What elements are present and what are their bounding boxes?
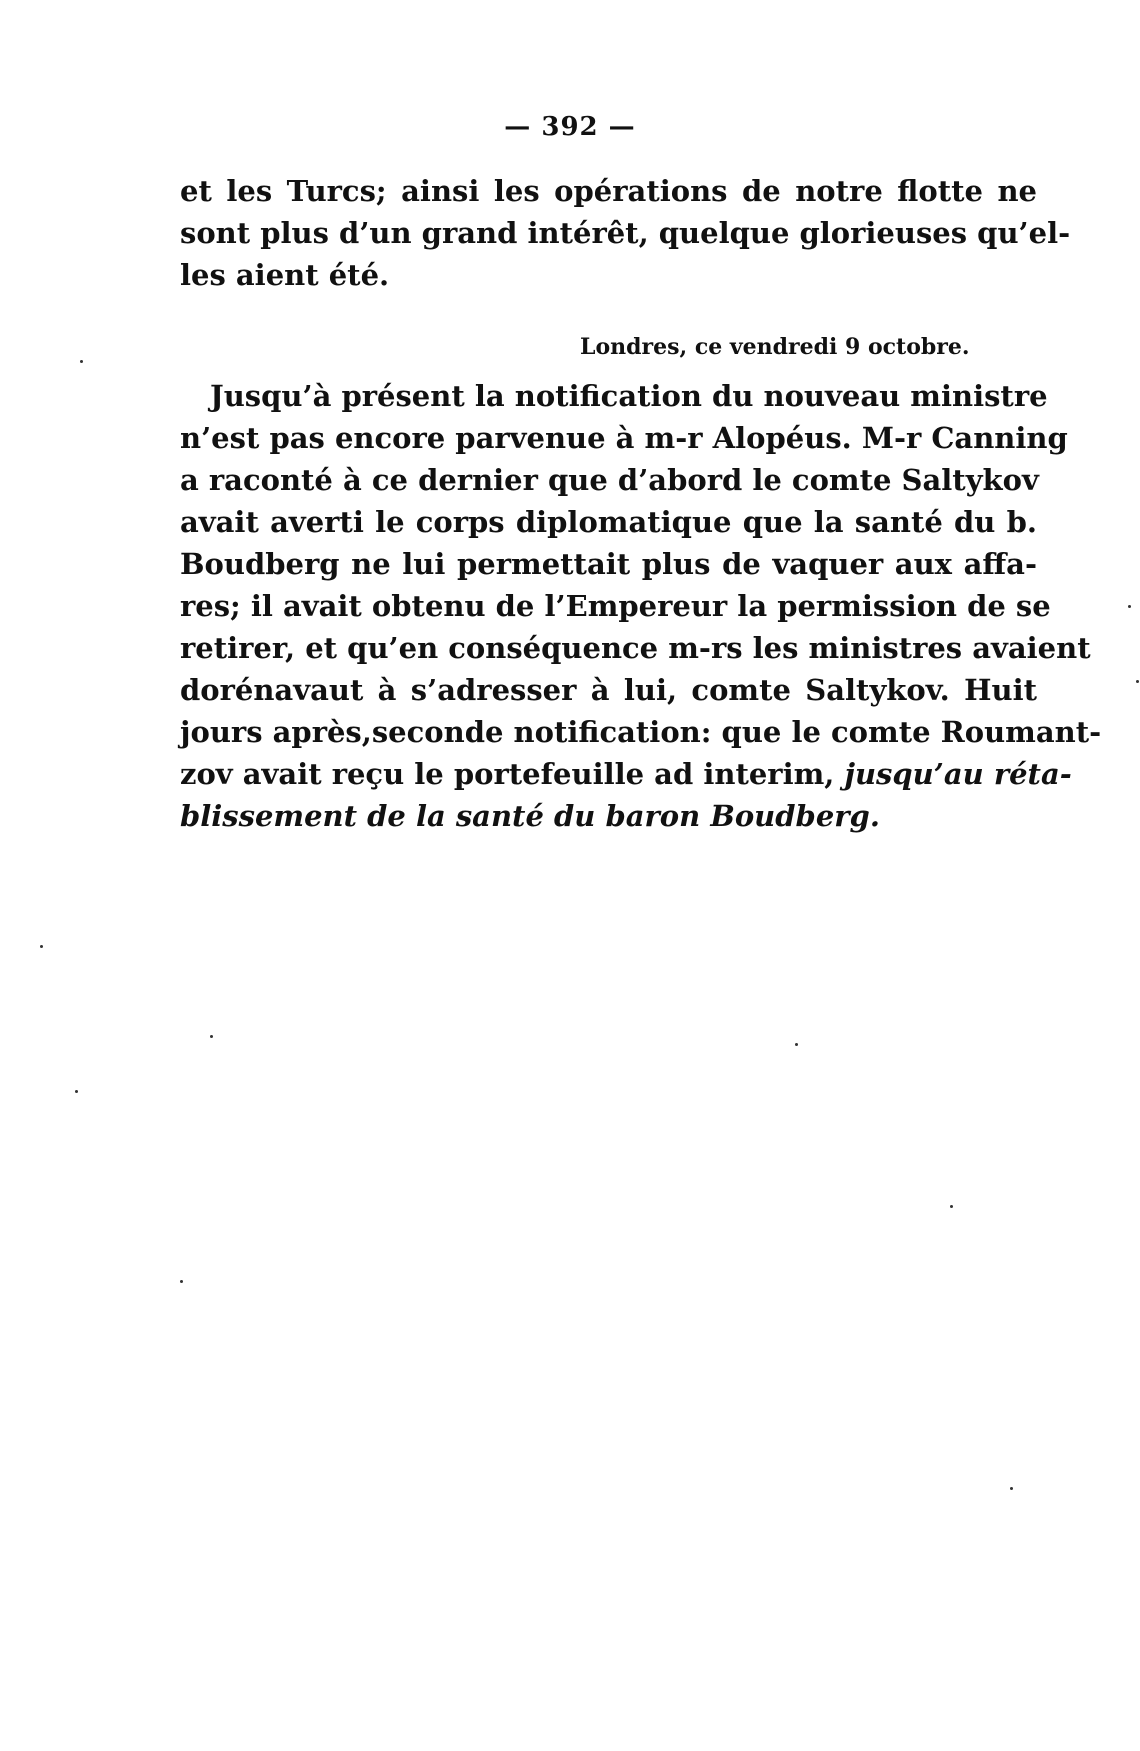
scan-speck [1136, 680, 1139, 683]
paragraph-line-mixed [180, 753, 1072, 795]
italic-line: blissement de la santé du baron Boudberg. [180, 799, 880, 833]
paragraph-line: sont plus d’un grand intérêt, quelque glorieuses qu’el- [180, 216, 1071, 250]
paragraph-line: dorénavaut à s’adresser à lui, comte Saltykov. Huit [180, 673, 1037, 707]
italic-text: jusqu’au réta- [844, 757, 1072, 791]
scan-speck [80, 360, 83, 363]
scan-speck [950, 1205, 953, 1208]
paragraph-line: retirer, et qu’en conséquence m-rs les ministres avaient [180, 631, 1091, 665]
scan-speck [75, 1090, 78, 1093]
scan-speck [210, 1035, 213, 1038]
paragraph-2 [180, 375, 1102, 837]
paragraph-line: avait averti le corps diplomatique que la santé du b. [180, 505, 1037, 539]
paragraph-line: les aient été. [180, 258, 390, 292]
paragraph-line: a raconté à ce dernier que d’abord le comte Saltykov [180, 463, 1039, 497]
dateline: Londres, ce vendredi 9 octobre. [580, 334, 970, 360]
paragraph-1 [180, 170, 1071, 296]
page-number: — 392 — [504, 112, 636, 142]
scan-speck [40, 945, 43, 948]
paragraph-line: res; il avait obtenu de l’Empereur la permission de se [180, 589, 1051, 623]
paragraph-line: et les Turcs; ainsi les opérations de notre flotte ne [180, 174, 1037, 208]
scan-speck [795, 1043, 798, 1046]
paragraph-line: jours après,seconde notification: que le comte Roumant- [180, 715, 1102, 749]
plain-text: zov avait reçu le portefeuille ad interim, [180, 757, 835, 791]
paragraph-line: Jusqu’à présent la notification du nouveau ministre [210, 379, 1048, 413]
scan-speck [1128, 605, 1131, 608]
paragraph-line: n’est pas encore parvenue à m-r Alopéus. M-r Canning [180, 421, 1068, 455]
paragraph-line: Boudberg ne lui permettait plus de vaquer aux affa- [180, 547, 1037, 581]
scan-speck [180, 1280, 183, 1283]
scan-speck [1010, 1487, 1013, 1490]
